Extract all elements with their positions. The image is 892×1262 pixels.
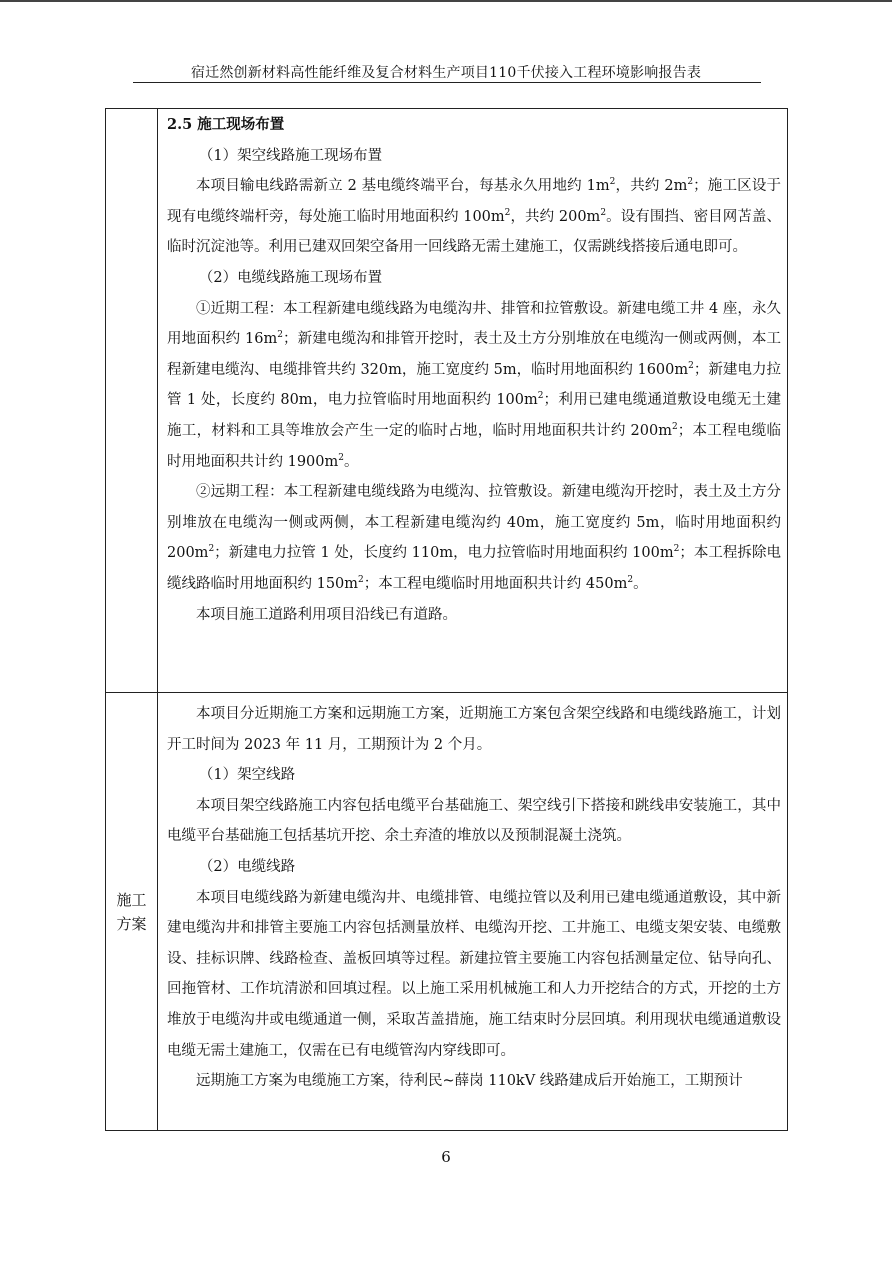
plan-intro-paragraph: 本项目分近期施工方案和远期施工方案，近期施工方案包含架空线路和电缆线路施工，计划开工时间为 2023 年 11 月，工期预计为 2 个月。 xyxy=(167,706,781,753)
header-rule xyxy=(133,82,761,83)
road-paragraph: 本项目施工道路利用项目沿线已有道路。 xyxy=(196,606,457,623)
cable-plan-paragraph: 本项目电缆线路为新建电缆沟井、电缆排管、电缆拉管以及利用已建电缆通道敷设，其中新建电缆沟井和排管主要施工内容包括测量放样、电缆沟开挖、工井施工、电缆支架安装、电缆敷设、挂标识牌、线路检查、盖板回填等过程。新建拉管主要施工内容包括测量定位、钻导向孔、回拖管材、工作坑清淤和回填过程。以上施工采用机械施工和人力开挖结合的方式，开挖的土方堆放于电缆沟井或电缆通道一侧，采取苫盖措施，施工结束时分层回填。利用现状电缆通道敷设电缆无需土建施工，仅需在已有电缆管沟内穿线即可。 xyxy=(167,889,781,1059)
construction-plan-cell xyxy=(167,699,781,1097)
construction-site-layout-cell xyxy=(167,110,781,630)
cable-plan-heading: （2）电缆线路 xyxy=(198,858,296,875)
label-line-1: 施工 xyxy=(116,890,147,909)
column-divider xyxy=(157,109,158,1130)
cable-layout-heading: （2）电缆线路施工现场布置 xyxy=(198,269,383,286)
overhead-layout-heading: （1）架空线路施工现场布置 xyxy=(198,147,383,164)
report-table xyxy=(105,108,788,1131)
running-header: 宿迁然创新材料高性能纤维及复合材料生产项目110千伏接入工程环境影响报告表 xyxy=(190,65,702,81)
overhead-plan-paragraph: 本项目架空线路施工内容包括电缆平台基础施工、架空线引下搭接和跳线串安装施工，其中电缆平台基础施工包括基坑开挖、余土弃渣的堆放以及预制混凝土浇筑。 xyxy=(167,797,781,845)
near-term-paragraph: ①近期工程：本工程新建电缆线路为电缆沟井、排管和拉管敷设。新建电缆工井 4 座，永久用地面积约 $16m^2$；新建电缆沟和排管开挖时，表土及土方分别堆放在电缆沟一侧或两侧，本工程新建电缆沟、电缆排管共约 320m，施工宽度约 5m，临时用地面积约 $1600m^2$；新建电力拉管 1 处，长度约 80m，电力拉管临时用地面积约 $100m^2$；利用已建电缆通道敷设电缆无土建施工，材料和工具等堆放会产生一定的临时占地，临时用地面积共计约 $200m^2$；本工程电缆临时用地面积共计约 $1900m^2$。 xyxy=(167,300,782,470)
section-title: 2.5 施工现场布置 xyxy=(167,116,285,133)
overhead-plan-heading: （1）架空线路 xyxy=(198,767,296,784)
construction-plan-label xyxy=(106,693,157,1130)
label-line-2: 方案 xyxy=(116,914,147,933)
long-term-paragraph: ②远期工程：本工程新建电缆线路为电缆沟、拉管敷设。新建电缆沟开挖时，表土及土方分别堆放在电缆沟一侧或两侧，本工程新建电缆沟约 40m，施工宽度约 5m，临时用地面积约 $200m^2$；新建电力拉管 1 处，长度约 110m，电力拉管临时用地面积约 $100m^2$；本工程拆除电缆线路临时用地面积约 $150m^2$；本工程电缆临时用地面积共计约 $450m^2$。 xyxy=(167,484,781,592)
row-divider xyxy=(106,692,787,693)
overhead-layout-paragraph: 本项目输电线路需新立 2 基电缆终端平台，每基永久用地约 $1m^2$，共约 $2m^2$；施工区设于现有电缆终端杆旁，每处施工临时用地面积约 $100m^2$，共约 $200m^2$。设有围挡、密目网苫盖、临时沉淀池等。利用已建双回架空备用一回线路无需土建施工，仅需跳线搭接后通电即可。 xyxy=(167,177,782,256)
page-top-border xyxy=(0,0,892,2)
long-term-plan-paragraph: 远期施工方案为电缆施工方案，待利民~薛岗 110kV 线路建成后开始施工，工期预计 xyxy=(196,1073,743,1090)
page-number: 6 xyxy=(441,1148,451,1166)
